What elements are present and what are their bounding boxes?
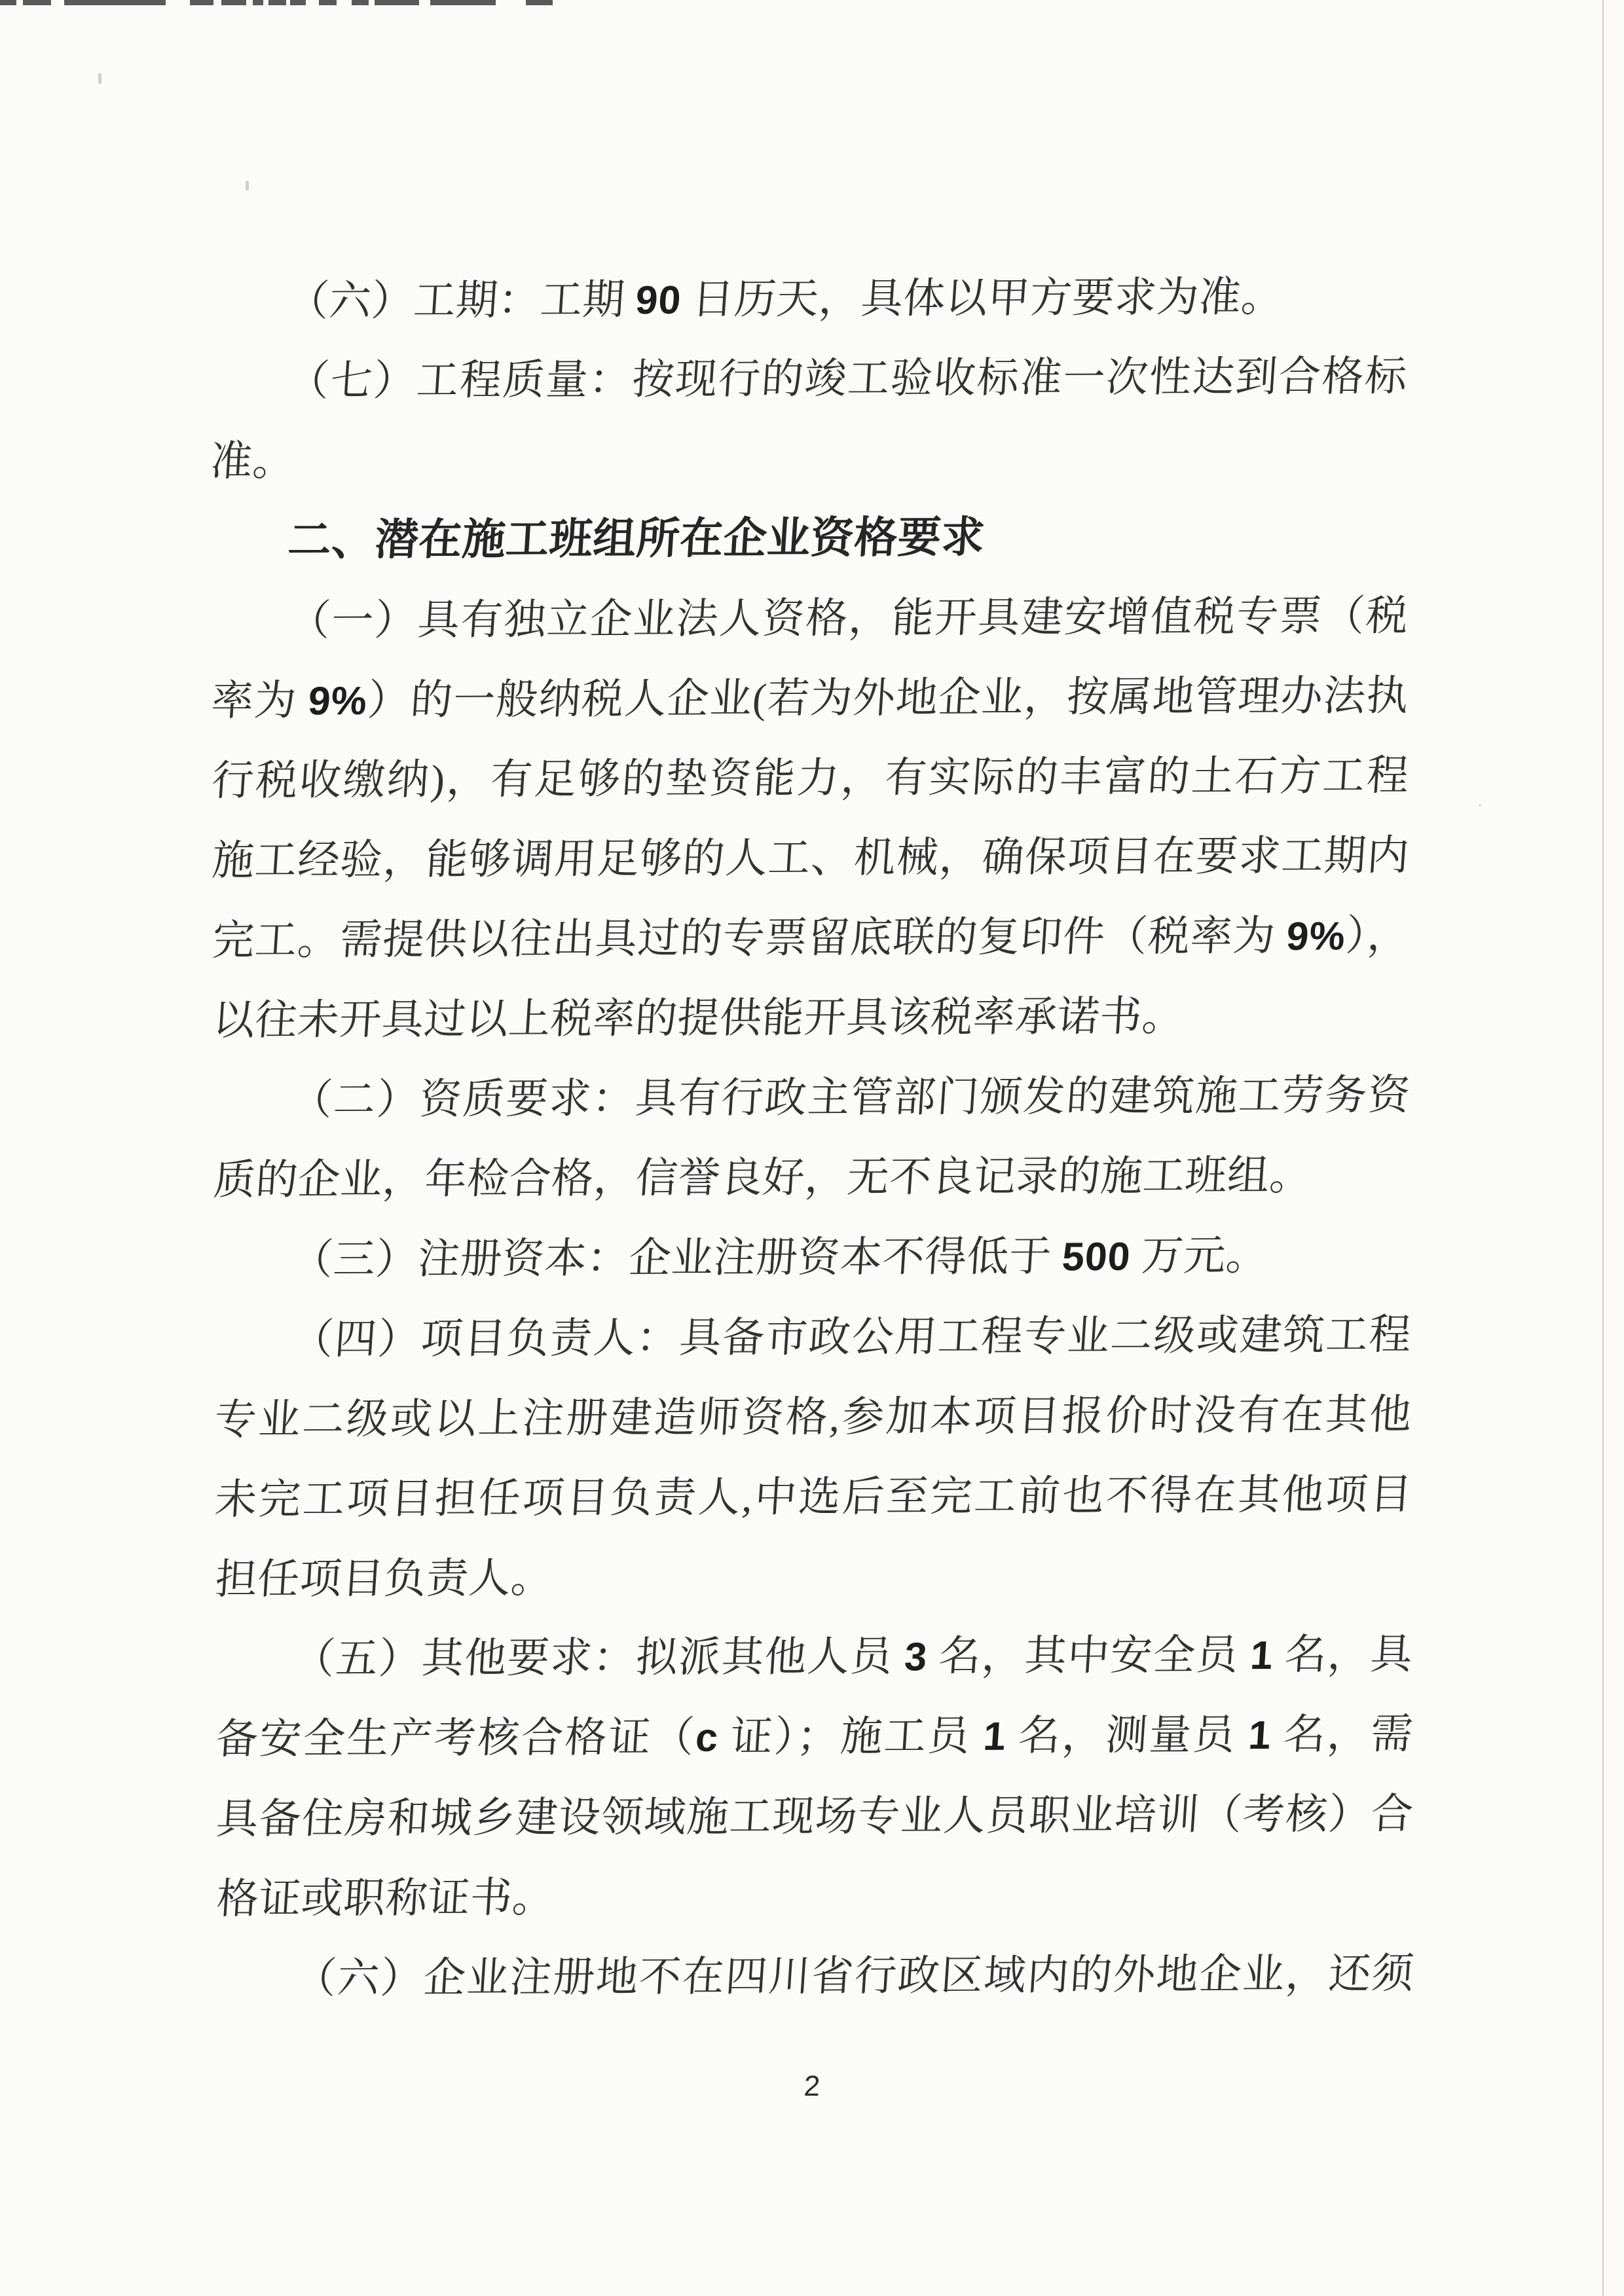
text-line: （四）项目负责人：具备市政公用工程专业二级或建筑工程 [289,1311,1413,1363]
latin-number: 3 [903,1634,929,1679]
latin-number: 90 [634,277,683,323]
text-line: 准。 [209,437,297,485]
latin-number: 1 [1249,1632,1275,1678]
scan-artifact-speck [1479,804,1481,807]
latin-number: 9% [306,678,369,723]
text-line: 未完工项目担任项目负责人,中选后至完工前也不得在其他项目 [213,1470,1414,1523]
text-line: 担任项目负责人。 [213,1554,555,1603]
text-line: （三）注册资本：企业注册资本不得低于 500 万元。 [289,1231,1270,1283]
text-line: （七）工程质量：按现行的竣工验收标准一次性达到合格标 [286,353,1409,405]
latin-number: 9% [1285,913,1347,958]
latin-number: 500 [1060,1233,1132,1279]
text-line: 备安全生产考核合格证（c 证）；施工员 1 名，测量员 1 名，需 [214,1710,1415,1762]
text-line: （六）工期：工期 90 日历天，具体以甲方要求为准。 [285,273,1285,325]
text-line: （五）其他要求：拟派其他人员 3 名，其中安全员 1 名，具 [291,1630,1414,1683]
text-line: （一）具有独立企业法人资格，能开具建安增值税专票（税 [287,592,1410,644]
text-line: 施工经验，能够调用足够的人工、机械，确保项目在要求工期内 [210,832,1411,884]
scan-artifact-top-edge [0,0,563,5]
scan-artifact-speck [246,181,249,191]
text-line: 具备住房和城乡建设领域施工现场专业人员职业培训（考核）合 [215,1790,1415,1842]
text-line: 率为 9%）的一般纳税人企业(若为外地企业，按属地管理办法执 [210,672,1411,725]
section-heading: 二、潜在施工班组所在企业资格要求 [286,513,987,565]
text-line: 质的企业，年检合格，信誉良好，无不良记录的施工班组。 [212,1152,1314,1203]
text-line: 行税收缴纳)，有足够的垫资能力，有实际的丰富的土石方工程 [210,752,1411,805]
page-number: 2 [803,2070,821,2102]
latin-number: 1 [982,1713,1008,1758]
text-line: 以往未开具过以上税率的提供能开具该税率承诺书。 [211,993,1186,1044]
text-line: （六）企业注册地不在四川省行政区域内的外地企业，还须 [293,1950,1416,2002]
text-line: 格证或职称证书。 [215,1874,557,1922]
text-line: 完工。需提供以往出具过的专票留底联的复印件（税率为 9%）， [211,912,1411,964]
latin-number: 1 [1247,1712,1273,1758]
document-body [210,257,1414,2019]
scan-artifact-right-edge-line [1602,0,1604,2296]
text-line: 专业二级或以上注册建造师资格,参加本项目报价时没有在其他 [213,1391,1414,1443]
scan-artifact-speck [98,73,101,84]
latin-number: c [694,1715,720,1760]
text-line: （二）资质要求：具有行政主管部门颁发的建筑施工劳务资 [289,1072,1412,1123]
